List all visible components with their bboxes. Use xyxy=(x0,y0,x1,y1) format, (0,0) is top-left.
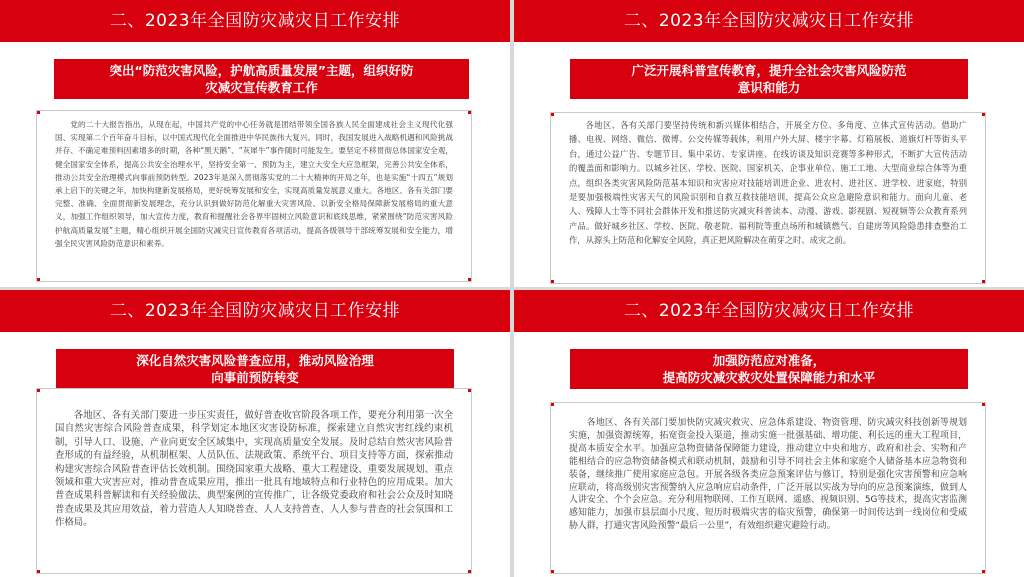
corner-marker xyxy=(550,112,554,116)
body-text-box xyxy=(550,402,986,574)
slide-3 xyxy=(0,290,510,577)
body-paragraph: 各地区、各有关部门要进一步压实责任，做好普查收官阶段各项工作，要充分利用第一次全国自然灾害综合风险普查成果，科学划定本地区灾害设防标准，探索建立自然灾害红线约束机制，引导人口、设施、产业向更安全区域集中，实现高质量安全发展。及时总结自然灾害风险普查形成的有益经验，从机制框架、人员队伍、法规政策、系统平台、项目支持等方面，探索推动构建灾害综合风险普查评估长效机制。围绕国家重大战略、重大工程建设、重要发展规划、重点领域和重大灾害应对，推动普查成果应用，推出一批具有地域特点和行业特色的应用成果。加大普查成果科普解读和有关经验做法、典型案例的宣传推广，让各级党委政府和社会公众及时知晓普查成果及其应用效益，着力营造人人知晓普查、人人支持普查、人人参与普查的社会氛围和工作格局。 xyxy=(55,410,453,529)
slide-4 xyxy=(514,290,1024,577)
slide-2 xyxy=(514,0,1024,287)
body-text-box xyxy=(36,110,472,282)
slide-title: 二、2023年全国防灾减灾日工作安排 xyxy=(514,290,1024,332)
section-subtitle-line-2: 向事前预防转变 xyxy=(211,370,299,385)
corner-marker xyxy=(468,388,472,392)
corner-marker xyxy=(468,110,472,114)
section-subtitle-line-2: 灾减灾宣传教育工作 xyxy=(205,80,318,95)
body-text-box xyxy=(36,388,472,574)
section-subtitle xyxy=(570,349,968,389)
section-subtitle xyxy=(56,349,454,389)
section-subtitle-line-2: 提高防灾减灾救灾处置保障能力和水平 xyxy=(662,370,876,385)
slide-title: 二、2023年全国防灾减灾日工作安排 xyxy=(0,290,510,332)
corner-marker xyxy=(36,570,40,574)
slide-1 xyxy=(0,0,510,287)
corner-marker xyxy=(36,388,40,392)
corner-marker xyxy=(550,570,554,574)
slide-title: 二、2023年全国防灾减灾日工作安排 xyxy=(514,0,1024,42)
body-text-box xyxy=(550,112,986,284)
corner-marker xyxy=(36,278,40,282)
section-subtitle xyxy=(54,59,469,99)
corner-marker xyxy=(550,280,554,284)
corner-marker xyxy=(982,280,986,284)
corner-marker xyxy=(468,278,472,282)
corner-marker xyxy=(982,112,986,116)
corner-marker xyxy=(982,402,986,406)
corner-marker xyxy=(982,570,986,574)
section-subtitle-line-1: 广泛开展科普宣传教育，提升全社会灾害风险防范 xyxy=(631,63,907,78)
corner-marker xyxy=(550,402,554,406)
corner-marker xyxy=(468,570,472,574)
section-subtitle-line-1: 突出“防范灾害风险，护航高质量发展”主题，组织好防 xyxy=(109,63,414,78)
corner-marker xyxy=(36,110,40,114)
slide-title: 二、2023年全国防灾减灾日工作安排 xyxy=(0,0,510,42)
section-subtitle-line-1: 加强防范应对准备， xyxy=(712,353,826,368)
section-subtitle-line-1: 深化自然灾害风险普查应用，推动风险治理 xyxy=(136,353,374,368)
section-subtitle-line-2: 意识和能力 xyxy=(737,80,801,95)
body-paragraph: 各地区、各有关部门要坚持传统和新兴媒体相结合，开展全方位、多角度、立体式宣传活动。借助广播、电视、网络、微信、微博、公交传媒等载体，利用户外大屏、楼宇字幕、灯箱展板、道旗灯杆等街头平台，通过公益广告、专题节目、集中采访、专家讲座、在线访谈及知识竞赛等多种形式，不断扩大宣传活动的覆盖面和影响力。以城乡社区、学校、医院、国家机关、企事业单位、施工工地、大型商业综合体等为重点，组织各类灾害风险防范基本知识和灾害应对技能培训进企业、进农村、进社区、进学校、进家庭，特别是要加强极端性灾害天气的风险识别和自救互救技能培训，提高公众应急避险意识和能力。面向儿童、老人、残障人士等不同社会群体开发和推送防灾减灾科普读本、动漫、游戏、影视剧、短视频等公众教育系列产品。做好城乡社区、学校、医院、敬老院、福利院等重点场所和城镇燃气、自建房等风险隐患排查整治工作，从源头上防范和化解安全风险，真正把风险解决在萌芽之时、成灾之前。 xyxy=(569,120,967,246)
body-paragraph: 党的二十大报告指出，从现在起，中国共产党的中心任务就是团结带领全国各族人民全面建成社会主义现代化强国、实现第二个百年奋斗目标，以中国式现代化全面推进中华民族伟大复兴。同时，我国发展进入战略机遇和风险挑战并存、不确定难预料因素增多的时期，各种“黑天鹅”、“灰犀牛”事件随时可能发生。要坚定不移贯彻总体国家安全观，健全国家安全体系，提高公共安全治理水平，坚持安全第一、预防为主，建立大安全大应急框架，完善公共安全体系，推动公共安全治理模式向事前预防转型。2023年是深入贯彻落实党的二十大精神的开局之年，也是实施“十四五”规划承上启下的关键之年，加快构建新发展格局，更好统筹发展和安全，实现高质量发展意义重大。各地区、各有关部门要完整、准确、全面贯彻新发展理念，充分认识到做好防范化解重大灾害风险、以新安全格局保障新发展格局的重大意义，加强工作组织领导，加大宣传力度，教育和提醒社会各界牢固树立风险意识和底线思维，紧紧围绕“防范灾害风险 护航高质量发展”主题，精心组织开展全国防灾减灾日宣传教育各项活动，提高各级领导干部统筹发展和安全能力，增强全民灾害风险防范意识和素养。 xyxy=(55,120,453,248)
section-subtitle xyxy=(570,59,968,99)
body-paragraph: 各地区、各有关部门要加快防灾减灾救灾、应急体系建设、物资管理、防灾减灾科技创新等规划实施，加强资源统筹，拓宽资金投入渠道，推动实施一批强基础、增功能、利长远的重大工程项目，提高本质安全水平。加强应急物资储备保障能力建设，推动建立中央和地方、政府和社会、实物和产能相结合的应急物资储备模式和联动机制，鼓励和引导不同社会主体和家庭个人储备基本应急物资和装备，继续推广使用家庭应急包。开展各级各类应急预案评估与修订，特别是强化灾害预警和应急响应联动，将高级别灾害预警纳入应急响应启动条件，广泛开展以实战为导向的应急预案演练，做到人人讲安全、个个会应急。充分利用物联网、工作互联网、遥感、视频识别、5G等技术，提高灾害监测感知能力，加强市县层面小尺度、短历时极端灾害的临灾预警，确保第一时间传达到一线岗位和受威胁人群，打通灾害风险预警“最后一公里”，有效组织避灾避险行动。 xyxy=(569,418,967,532)
